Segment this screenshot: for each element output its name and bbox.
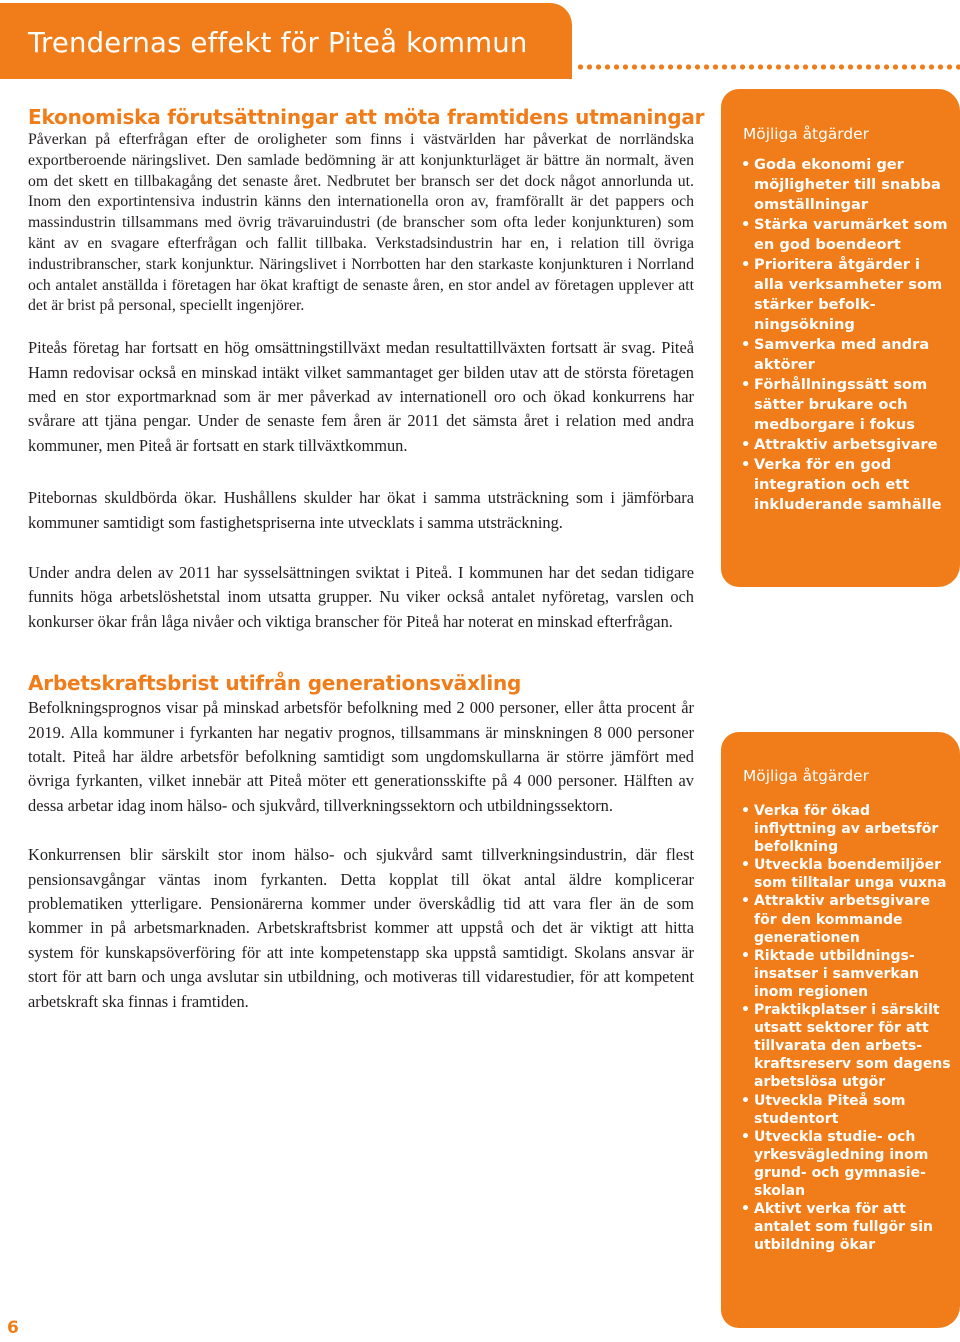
list-item: • Utveckla boendemiljöer som tilltalar unga vuxna xyxy=(741,856,952,892)
list-item: • Riktade utbildningsinsatser i samverkan inom regionen xyxy=(741,947,952,1001)
list-item: • Stärka varumärket som en god boendeort xyxy=(741,215,952,255)
measures-box-title: Möjliga åtgärder xyxy=(743,125,869,143)
header-banner xyxy=(0,3,572,79)
paragraph: Konkurrensen blir särskilt stor inom hälso- och sjukvård samt tillverkningsindustrin, där flest pensionsavgångar väntas inom fyrkanten. Detta kopplat till ökat antal äldre komplicerar problematiken ytterligare. Pensionärerna kommer under överskådlig tid att vara fler än de som kommer in på arbetsmarknaden. Arbetskraftsbrist kommer att uppstå och det är viktigt att hitta system för kunskapsöverföring för att inte kompetenstapp ska uppstå samtidigt. Skolans ansvar är stort för att barn och unga avslutar sin utbildning, och motiveras till vidarestudier, för att kompetent arbetskraft ska finnas i framtiden. xyxy=(28,845,694,1011)
list-item: • Utveckla studie- och yrkesvägledning inom grund- och gymnasieskolan xyxy=(741,1128,952,1200)
paragraph: Under andra delen av 2011 har sysselsättningen sviktat i Piteå. I kommunen har det sedan tidigare funnits höga arbetslöshetstal inom utsatta grupper. Nu viker också antalet nyföretag, varslen och konkurser ökar från låga nivåer och viktiga branscher för Piteå har noterat en minskad efterfrågan. xyxy=(28,563,694,631)
main-content xyxy=(28,105,705,1014)
list-item: • Aktivt verka för att antalet som fullgör sin utbildning ökar xyxy=(741,1200,952,1254)
dotted-divider xyxy=(576,63,960,71)
measures-box-workforce xyxy=(721,732,960,1328)
list-item: • Förhållningssätt som sätter brukare och medborgare i fokus xyxy=(741,375,952,435)
measures-list xyxy=(741,802,952,1254)
list-item: • Samverka med andra aktörer xyxy=(741,335,952,375)
list-item: • Attraktiv arbetsgivare xyxy=(741,435,952,455)
list-item: • Verka för ökad inflyttning av arbetsför befolkning xyxy=(741,802,952,856)
page-number: 6 xyxy=(7,1318,19,1338)
section-heading-workforce: Arbetskraftsbrist utifrån generationsväxling xyxy=(28,671,522,696)
list-item: • Goda ekonomi ger möjligheter till snabba omställningar xyxy=(741,155,952,215)
list-item: • Utveckla Piteå som studentort xyxy=(741,1092,952,1128)
section-heading-economy: Ekonomiska förutsättningar att möta framtidens utmaningar xyxy=(28,105,705,129)
page-title: Trendernas effekt för Piteå kommun xyxy=(28,27,528,59)
paragraph: Pitebornas skuldbörda ökar. Hushållens skulder har ökat i samma utsträckning som i jämförbara kommuner samtidigt som fastighetspriserna inte utvecklats i samma utsträckning. xyxy=(28,488,694,532)
measures-box-economy xyxy=(721,89,960,587)
paragraph: Påverkan på efterfrågan efter de oroligheter som finns i västvärlden har påverkat de norrländska exportberoende näringslivet. Den samlade bedömning är att konjunkturläget är bättre än normalt, även om det skett en tillbakagång det senaste året. Nedbrutet ber bransch ser det dock något annorlunda ut. Inom den exportintensiva industrin känns den internationella oron av, framförallt är det pappers och massindustrin tillsammans med övrig trävaruindustri (de branscher som ofta leder konjunkturen) som känt av en svagare efterfrågan och fallit tillbaka. Verkstadsindustrin har en, i relation till övriga industribranscher, stark konjunktur. Näringslivet i Norrbotten har den starkaste konjunkturen i Norrland och antalet anställda i företagen har ökat kraftigt de senaste åren, en stor andel av företagen upplever att det är brist på personal, speciellt ingenjörer. xyxy=(28,131,694,315)
list-item: • Prioritera åtgärder i alla verksamheter som stärker befolkningsökning xyxy=(741,255,952,335)
list-item: • Attraktiv arbetsgivare för den kommande generationen xyxy=(741,892,952,946)
measures-list xyxy=(741,155,952,515)
paragraph: Befolkningsprognos visar på minskad arbetsför befolkning med 2 000 personer, eller åtta procent år 2019. Alla kommuner i fyrkanten har negativ prognos, tillsammans är minskningen 8 000 personer totalt. Piteå har äldre arbetsför befolkning samtidigt som ungdomskullarna är större jämfört med övriga fyrkanten, vilket innebär att Piteå möter ett generationsskifte på 4 000 personer. Hälften av dessa arbetar idag inom hälso- och sjukvård, tillverkningssektorn och utbildningssektorn. xyxy=(28,698,694,815)
list-item: • Praktikplatser i särskilt utsatt sektorer för att tillvarata den arbetskraftsreserv som dagens arbetslösa utgör xyxy=(741,1001,952,1091)
paragraph: Piteås företag har fortsatt en hög omsättningstillväxt medan resultattillväxten fortsatt är svag. Piteå Hamn redovisar också en minskad intäkt vilket sammantaget ger bilden utav att de största företagen med en stor exportmarknad som är mer påverkad av internationell oro och ökad konkurrens har svårare att tjäna pengar. Under de senaste fem åren är 2011 det sämsta året i relation med andra kommuner, men Piteå är fortsatt en stark tillväxtkommun. xyxy=(28,338,694,455)
list-item: • Verka för en god integration och ett inkluderande samhälle xyxy=(741,455,952,515)
measures-box-title: Möjliga åtgärder xyxy=(743,767,869,785)
